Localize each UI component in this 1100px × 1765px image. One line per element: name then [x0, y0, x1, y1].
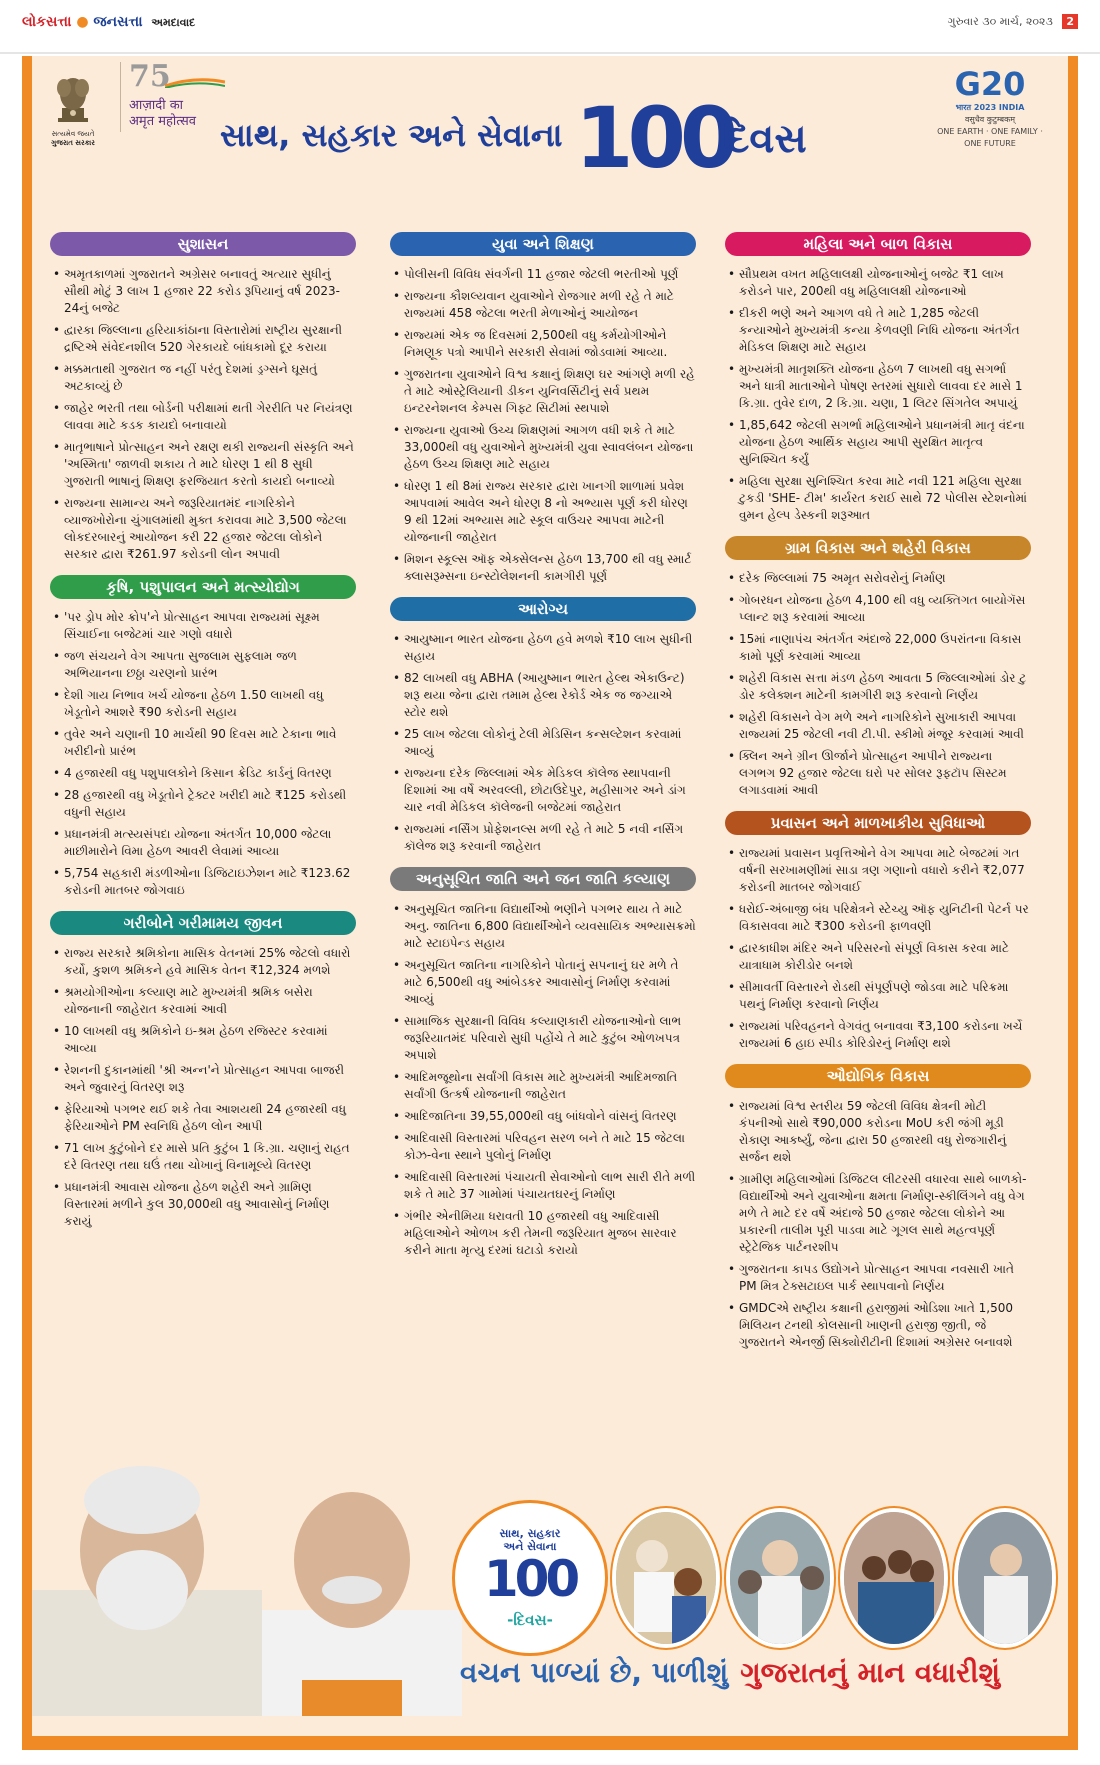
- badge-divas: -દિવસ-: [507, 1611, 553, 1629]
- section-audyogik: [725, 1064, 1031, 1351]
- list-item: • મક્કમતાથી ગુજરાત જ નહીં પરંતુ દેશમાં ડ્રગ્સને ઘૂસતું અટકાવ્યું છે: [50, 361, 356, 395]
- section-title-krushi: કૃષિ, પશુપાલન અને મત્સ્યોદ્યોગ: [50, 575, 356, 599]
- akam-line-2: अमृत महोत्सव: [129, 114, 197, 129]
- list-item: • દરેક જિલ્લામાં 75 અમૃત સરોવરોનું નિર્માણ: [725, 570, 1031, 587]
- akam-line-1: आज़ादी का: [129, 98, 184, 113]
- tagline: [460, 1656, 1020, 1690]
- section-sushasan: [50, 232, 356, 563]
- list-item: • દીકરી ભણે અને આગળ વધે તે માટે 1,285 જેટલી કન્યાઓને મુખ્યમંત્રી કન્યા કેળવણી નિધિ યોજના અંતર્ગત મેડિકલ શિક્ષણ માટે સહાય: [725, 305, 1031, 356]
- g20-line-3: ONE EARTH · ONE FAMILY · ONE FUTURE: [937, 127, 1043, 148]
- paper-name-a: લોકસત્તા: [22, 14, 72, 30]
- list-item: • શહેરી વિકાસ સત્તા મંડળ હેઠળ આવતા 5 જિલ્લાઓમાં ડોર ટુ ડોર કલેક્શન માટેની કામગીરી શરૂ કરવાનો નિર્ણય: [725, 670, 1031, 704]
- leaders-portrait: [32, 1440, 462, 1716]
- list-item: • મહિલા સુરક્ષા સુનિશ્ચિત કરવા માટે નવી 121 મહિલા સુરક્ષા ટુકડી 'SHE- ટીમ' કાર્યરત કરાઈ સાથે 72 પોલીસ સ્ટેશનોમાં વુમન હેલ્પ ડેસ્કની શરૂઆત: [725, 473, 1031, 524]
- list-item: • રાજ્યના સામાન્ય અને જરૂરિયાતમંદ નાગરિકોને વ્યાજખોરોના ચુંગાલમાંથી મુક્ત કરાવવા માટે 3,500 જેટલા લોકદરબારનું આયોજન કરી 22 હજાર જેટલા લોકોને સરકાર દ્વારા ₹261.97 કરોડની લોન અપાવી: [50, 495, 356, 563]
- section-title-gram: ગ્રામ વિકાસ અને શહેરી વિકાસ: [725, 536, 1031, 560]
- section-title-sushasan: સુશાસન: [50, 232, 356, 256]
- section-list-pravasan: [725, 845, 1031, 1052]
- list-item: • દેશી ગાય નિભાવ ખર્ચ યોજના હેઠળ 1.50 લાખથી વધુ ખેડૂતોને આશરે ₹90 કરોડની સહાય: [50, 687, 356, 721]
- badge-line-2: અને સેવાના: [503, 1540, 557, 1553]
- list-item: • આદિમજૂથોના સર્વાંગી વિકાસ માટે મુખ્યમંત્રી આદિમજાતિ સર્વાંગી ઉત્કર્ષ યોજનાની જાહેરાત: [390, 1069, 696, 1103]
- badge-line-1: સાથ, સહકાર: [499, 1527, 561, 1540]
- event-photo-1-icon: [616, 1512, 716, 1644]
- list-item: • રાજ્યના દરેક જિલ્લામાં એક મેડિકલ કૉલેજ સ્થાપવાની દિશામાં આ વર્ષે અરવલ્લી, છોટાઉદેપુર, મહીસાગર અને ડાંગ ચાર નવી મેડિકલ કૉલેજની બજેટમાં જાહેરાત: [390, 765, 696, 816]
- list-item: • જાહેર ભરતી તથા બોર્ડની પરીક્ષામાં થતી ગેરરીતિ પર નિયંત્રણ લાવવા માટે કડક કાયદો બનાવાયો: [50, 400, 356, 434]
- section-list-mahila: [725, 266, 1031, 524]
- list-item: • ધરોઈ-અંબાજી બંધ પરિક્ષેત્રને સ્ટેચ્યુ ઑફ યુનિટીની પેટર્ન પર વિકાસવવા માટે ₹300 કરોડની ફાળવણી: [725, 901, 1031, 935]
- list-item: • 25 લાખ જેટલા લોકોનું ટેલી મેડિસિન કન્સલ્ટેશન કરવામાં આવ્યું: [390, 726, 696, 760]
- emblem-motto: સત્યમેવ જયતે: [51, 130, 95, 138]
- section-title-garib: ગરીબોને ગરીમામય જીવન: [50, 911, 356, 935]
- list-item: • આયુષ્માન ભારત યોજના હેઠળ હવે મળશે ₹10 લાખ સુધીની સહાય: [390, 631, 696, 665]
- list-item: • તુવેર અને ચણાની 10 માર્ચથી 90 દિવસ માટે ટેકાના ભાવે ખરીદીનો પ્રારંભ: [50, 726, 356, 760]
- list-item: • ગ્રામીણ મહિલાઓમાં ડિજિટલ લીટરસી વધારવા સાથે બાળકો-વિદ્યાર્થીઓ અને યુવાઓના ક્ષમતા નિર્માણ-સ્કીલિંગને વધુ વેગ મળે તે માટે દર વર્ષે અંદાજે 50 હજાર જેટલા લોકોને આ પ્રકારની તાલીમ પૂરી પાડવા માટે ગૂગલ સાથે મહત્વપૂર્ણ સ્ટ્રેટેજિક પાર્ટનરશીપ: [725, 1171, 1031, 1256]
- section-list-krushi: [50, 609, 356, 899]
- list-item: • રાજ્ય સરકારે શ્રમિકોના માસિક વેતનમાં 25% જેટલો વધારો કર્યો, કુશળ શ્રમિકને હવે માસિક વેતન ₹12,324 મળશે: [50, 945, 356, 979]
- list-item: • 'પર ડ્રોપ મોર ક્રોપ'ને પ્રોત્સાહન આપવા રાજ્યમાં સૂક્ષ્મ સિંચાઈના બજેટમાં ચાર ગણો વધારો: [50, 609, 356, 643]
- list-item: • GMDCએ રાષ્ટ્રીય કક્ષાની હરાજીમાં ઓડિશા ખાતે 1,500 મિલિયન ટનથી કોલસાની ખાણની હરાજી જીતી, જે ગુજરાતને એનર્જી સિક્યોરીટીની દિશામાં અગ્રેસર બનાવશે: [725, 1300, 1031, 1351]
- g20-logo: [930, 66, 1050, 186]
- list-item: • 71 લાખ કુટુંબોને દર માસે પ્રતિ કુટુંબ 1 કિ.ગ્રા. ચણાનું રાહત દરે વિતરણ તથા ઘઉં તથા ચોખાનું વિનામૂલ્યે વિતરણ: [50, 1140, 356, 1174]
- list-item: • સામાજિક સુરક્ષાની વિવિધ કલ્યાણકારી યોજનાઓનો લાભ જરૂરિયાતમંદ પરિવારો સુધી પહોંચે તે માટે કુટુંબ ઓળખપત્ર અપાશે: [390, 1013, 696, 1064]
- section-title-audyogik: ઔદ્યોગિક વિકાસ: [725, 1064, 1031, 1088]
- list-item: • આદિવાસી વિસ્તારમાં પરિવહન સરળ બને તે માટે 15 જેટલા કોઝ-વેના સ્થાને પુલોનું નિર્માણ: [390, 1130, 696, 1164]
- list-item: • 10 લાખથી વધુ શ્રમિકોને ઇ-શ્રમ હેઠળ રજિસ્ટર કરવામાં આવ્યા: [50, 1023, 356, 1057]
- masthead-right: [947, 14, 1078, 29]
- g20-tag: [930, 102, 1050, 150]
- list-item: • પોલીસની વિવિધ સંવર્ગની 11 હજાર જેટલી ભરતીઓ પૂર્ણ: [390, 266, 696, 283]
- paper-name: [22, 14, 195, 30]
- headline-divas: દિવસ: [718, 116, 807, 162]
- list-item: • ગુજરાતના કાપડ ઉદ્યોગને પ્રોત્સાહન આપવા નવસારી ખાતે PM મિત્ર ટેક્સટાઇલ પાર્ક સ્થાપવાનો નિર્ણય: [725, 1261, 1031, 1295]
- column-left: [50, 232, 356, 1242]
- advertisement-bottom-bar: [22, 1736, 1078, 1750]
- page-number: 2: [1062, 14, 1078, 29]
- list-item: • રાજ્યમાં એક જ દિવસમાં 2,500થી વધુ કર્મયોગીઓને નિમણૂક પત્રો આપીને સરકારી સેવામાં જોડવામાં આવ્યા.: [390, 327, 696, 361]
- event-photo-1: [612, 1508, 720, 1648]
- section-krushi: [50, 575, 356, 899]
- list-item: • આદિજાતિના 39,55,000થી વધુ બાંધવોને વાંસનું વિતરણ: [390, 1108, 696, 1125]
- headline-text: સાથ, સહકાર અને સેવાના: [220, 116, 563, 154]
- hundred-days-badge: [452, 1500, 608, 1656]
- list-item: • સીમાવર્તી વિસ્તારને રોડથી સંપૂર્ણપણે જોડવા માટે પરિક્રમા પથનું નિર્માણ કરવાનો નિર્ણય: [725, 979, 1031, 1013]
- list-item: • રાજ્યના યુવાઓ ઉચ્ચ શિક્ષણમાં આગળ વધી શકે તે માટે 33,000થી વધુ યુવાઓને મુખ્યમંત્રી યુવા સ્વાવલંબન યોજના હેઠળ ઉચ્ચ શિક્ષણ માટે સહાય: [390, 422, 696, 473]
- event-photo-3: [840, 1508, 948, 1648]
- list-item: • સૌપ્રથમ વખત મહિલાલક્ષી યોજનાઓનું બજેટ ₹1 લાખ કરોડને પાર, 200થી વધુ મહિલાલક્ષી યોજનાઓ: [725, 266, 1031, 300]
- list-item: • રેશનની દુકાનમાંથી 'શ્રી અન્ન'ને પ્રોત્સાહન આપવા બાજરી અને જુવારનું વિતરણ શરૂ: [50, 1062, 356, 1096]
- list-item: • અનુસૂચિત જાતિના નાગરિકોને પોતાનું સપનાનું ઘર મળે તે માટે 6,500થી વધુ આંબેડકર આવાસોનું નિર્માણ કરવામાં આવ્યું: [390, 957, 696, 1008]
- emblem-government: ગુજરાત સરકાર: [51, 139, 95, 147]
- event-photo-4-icon: [958, 1512, 1052, 1644]
- section-garib: [50, 911, 356, 1230]
- emblem-caption: [42, 130, 104, 148]
- list-item: • 28 હજારથી વધુ ખેડૂતોને ટ્રેક્ટર ખરીદી માટે ₹125 કરોડથી વધુની સહાય: [50, 787, 356, 821]
- tagline-part-2: ગુજરાતનું માન વધારીશું: [740, 1656, 1001, 1689]
- column-right: [725, 232, 1031, 1363]
- g20-line-2: वसुधैव कुटुम्बकम्: [964, 115, 1016, 124]
- list-item: • 5,754 સહકારી મંડળીઓના ડિજિટાઇઝેશન માટે ₹123.62 કરોડની માતબર જોગવાઇ: [50, 865, 356, 899]
- event-photo-2-icon: [730, 1512, 830, 1644]
- list-item: • આદિવાસી વિસ્તારમાં પંચાયતી સેવાઓનો લાભ સારી રીતે મળી શકે તે માટે 37 ગામોમાં પંચાયતઘરનું નિર્માણ: [390, 1169, 696, 1203]
- state-emblem: [42, 64, 104, 164]
- list-item: • દ્વારકા જિલ્લાના હરિયાકાંઠાના વિસ્તારોમાં રાષ્ટ્રીય સુરક્ષાની દ્રષ્ટિએ સંવેદનશીલ 520 ગેરકાયદે બાંધકામો દૂર કરાયા: [50, 322, 356, 356]
- list-item: • ગંભીર એનીમિયા ધરાવતી 10 હજારથી વધુ આદિવાસી મહિલાઓને ઓળખ કરી તેમની જરૂરિયાત મુજબ સારવાર કરીને માતા મૃત્યુ દરમાં ઘટાડો કરાયો: [390, 1208, 696, 1259]
- tagline-part-1: વચન પાળ્યાં છે, પાળીશું: [460, 1656, 729, 1689]
- event-photo-3-icon: [844, 1512, 944, 1644]
- list-item: • રાજ્યમાં વિશ્વ સ્તરીય 59 જેટલી વિવિધ ક્ષેત્રની મોટી કંપનીઓ સાથે ₹90,000 કરોડના MoU કરી જંગી મૂડી રોકાણ આકર્ષ્યું, જેના દ્વારા 50 હજારથી વધુ રોજગારીનું સર્જન થશે: [725, 1098, 1031, 1166]
- paper-city: અમદાવાદ: [151, 16, 196, 29]
- section-mahila: [725, 232, 1031, 524]
- list-item: • માતૃભાષાને પ્રોત્સાહન અને રક્ષણ થકી રાજ્યની સંસ્કૃતિ અને 'અસ્મિતા' જાળવી શકાય તે માટે ધોરણ 1 થી 8 સુધી ગુજરાતી ભાષાનું શિક્ષણ ફરજિયાત કરતો કાયદો બનાવ્યો: [50, 439, 356, 490]
- list-item: • રાજ્યમાં પ્રવાસન પ્રવૃત્તિઓને વેગ આપવા માટે બેજટમાં ગત વર્ષની સરખામણીમાં સાડા ત્રણ ગણાનો વધારો કરીને ₹2,077 કરોડની માતબર જોગવાઈ: [725, 845, 1031, 896]
- event-photo-2: [726, 1508, 834, 1648]
- section-arogya: [390, 597, 696, 855]
- section-list-sushasan: [50, 266, 356, 563]
- list-item: • શહેરી વિકાસને વેગ મળે અને નાગરિકોને સુખાકારી આપવા રાજ્યમાં 25 જેટલી નવી ટી.પી. સ્કીમો મંજૂર કરવામાં આવી: [725, 709, 1031, 743]
- section-gram: [725, 536, 1031, 799]
- list-item: • અનુસૂચિત જાતિના વિદ્યાર્થીઓ ભણીને પગભર થાય તે માટે અનુ. જાતિના 6,800 વિદ્યાર્થીઓને વ્યવસાયિક અભ્યાસક્રમો માટે સ્ટાઇપેન્ડ સહાય: [390, 901, 696, 952]
- section-list-audyogik: [725, 1098, 1031, 1351]
- section-title-mahila: મહિલા અને બાળ વિકાસ: [725, 232, 1031, 256]
- akam-number: 75: [129, 59, 171, 94]
- list-item: • ક્લિન અને ગ્રીન ઊર્જાને પ્રોત્સાહન આપીને રાજ્યના લગભગ 92 હજાર જેટલા ઘરો પર સોલર રૂફટૉપ સિસ્ટમ લગાડવામાં આવી: [725, 748, 1031, 799]
- list-item: • ગુજરાતના યુવાઓને વિશ્વ કક્ષાનું શિક્ષણ ઘર આંગણે મળી રહે તે માટે ઓસ્ટ્રેલિયાની ડીકન યુનિવર્સિટીનું સર્વ પ્રથમ ઇન્ટરનેશનલ કેમ્પસ ગિફ્ટ સિટીમાં સ્થપાશે: [390, 366, 696, 417]
- section-anusuchit: [390, 867, 696, 1259]
- section-list-yuva: [390, 266, 696, 585]
- headline-100: [575, 89, 733, 187]
- section-yuva: [390, 232, 696, 585]
- list-item: • અમૃતકાળમાં ગુજરાતને અગ્રેસર બનાવતું અત્યાર સુધીનું સૌથી મોટું 3 લાખ 1 હજાર 22 કરોડ રૂપિયાનું વર્ષ 2023-24નું બજેટ: [50, 266, 356, 317]
- badge-number: 100: [483, 1550, 577, 1608]
- section-title-anusuchit: અનુસૂચિત જાતિ અને જન જાતિ કલ્યાણ: [390, 867, 696, 891]
- section-pravasan: [725, 811, 1031, 1052]
- headline: [210, 56, 890, 187]
- section-title-arogya: આરોગ્ય: [390, 597, 696, 621]
- event-photo-4: [954, 1508, 1056, 1648]
- list-item: • 82 લાખથી વધુ ABHA (આયુષ્માન ભારત હેલ્થ એકાઉન્ટ) શરૂ થયા જેના દ્વારા તમામ હેલ્થ રેકોર્ડ એક જ જગ્યાએ સ્ટોર થશે: [390, 670, 696, 721]
- section-list-garib: [50, 945, 356, 1230]
- list-item: • ફેરિયાઓ પગભર થઈ શકે તેવા આશયથી 24 હજારથી વધુ ફેરિયાઓને PM સ્વનિધિ હેઠળ લોન આપી: [50, 1101, 356, 1135]
- leaders-portrait-icon: [32, 1440, 462, 1716]
- paper-name-b: જનસત્તા: [93, 14, 143, 30]
- list-item: • પ્રધાનમંત્રી આવાસ યોજના હેઠળ શહેરી અને ગ્રામિણ વિસ્તારમાં મળીને કુલ 30,000થી વધુ આવાસોનું નિર્માણ કરાયું: [50, 1179, 356, 1230]
- section-list-arogya: [390, 631, 696, 855]
- column-middle: [390, 232, 696, 1271]
- list-item: • દ્વારકાધીશ મંદિર અને પરિસરનો સંપૂર્ણ વિકાસ કરવા માટે યાત્રાધામ કોરીડોર બનશે: [725, 940, 1031, 974]
- masthead: [0, 0, 1100, 54]
- list-item: • 4 હજારથી વધુ પશુપાલકોને કિસાન ક્રેડિટ કાર્ડનું વિતરણ: [50, 765, 356, 782]
- list-item: • 15માં નાણાપંચ અંતર્ગત અંદાજે 22,000 ઉપરાંતના વિકાસ કામો પૂર્ણ કરવામાં આવ્યા: [725, 631, 1031, 665]
- list-item: • રાજ્યમાં પરિવહનને વેગવંતુ બનાવવા ₹3,100 કરોડના ખર્ચે રાજ્યમાં 6 હાઇ સ્પીડ કોરિડોરનું નિર્માણ થશે: [725, 1018, 1031, 1052]
- section-list-gram: [725, 570, 1031, 799]
- list-item: • ગોબરધન યોજના હેઠળ 4,100 થી વધુ વ્યક્તિગત બાયોગૅસ પ્લાન્ટ શરૂ કરવામાં આવ્યા: [725, 592, 1031, 626]
- section-list-anusuchit: [390, 901, 696, 1259]
- list-item: • મિશન સ્કૂલ્સ ઑફ એક્સેલન્સ હેઠળ 13,700 થી વધુ સ્માર્ટ ક્લાસરૂમ્સના ઇન્સ્ટોલેશનની કામગીરી પૂર્ણ: [390, 551, 696, 585]
- paper-separator-icon: ●: [76, 14, 89, 30]
- list-item: • મુખ્યમંત્રી માતૃશક્તિ યોજના હેઠળ 7 લાખથી વધુ સગર્ભા અને ધાત્રી માતાઓને પોષણ સ્તરમાં સુધારો લાવવા દર માસે 1 કિ.ગ્રા. તુવેર દાળ, 2 કિ.ગ્રા. ચણા, 1 લિટર સિંગતેલ અપાયું: [725, 361, 1031, 412]
- g20-mark: G20: [954, 65, 1026, 103]
- section-title-yuva: યુવા અને શિક્ષણ: [390, 232, 696, 256]
- lion-emblem-icon: [42, 64, 104, 128]
- list-item: • જળ સંચયને વેગ આપતા સુજલામ સુફલામ જળ અભિયાનના છઠ્ઠા ચરણનો પ્રારંભ: [50, 648, 356, 682]
- list-item: • 1,85,642 જેટલી સગર્ભા મહિલાઓને પ્રધાનમંત્રી માતૃ વંદના યોજના હેઠળ આર્થિક સહાય આપી સુરક્ષિત માતૃત્વ સુનિશ્ચિત કર્યું: [725, 417, 1031, 468]
- list-item: • રાજ્યમાં નર્સિંગ પ્રોફેશનલ્સ મળી રહે તે માટે 5 નવી નર્સિંગ કૉલેજ શરૂ કરવાની જાહેરાત: [390, 821, 696, 855]
- list-item: • રાજ્યના કૌશલ્યવાન યુવાઓને રોજગાર મળી રહે તે માટે રાજ્યમાં 458 જેટલા ભરતી મેળાઓનું આયોજન: [390, 288, 696, 322]
- headline-number: 100: [575, 89, 733, 187]
- list-item: • પ્રધાનમંત્રી મત્સ્યસંપદા યોજના અંતર્ગત 10,000 જેટલા માછીમારોને વિમા હેઠળ આવરી લેવામાં આવ્યા: [50, 826, 356, 860]
- section-title-pravasan: પ્રવાસન અને માળખાકીય સુવિધાઓ: [725, 811, 1031, 835]
- list-item: • શ્રમયોગીઓના કલ્યાણ માટે મુખ્યમંત્રી શ્રમિક બસેરા યોજનાની જાહેરાત કરવામાં આવી: [50, 984, 356, 1018]
- list-item: • ધોરણ 1 થી 8માં રાજ્ય સરકાર દ્વારા ખાનગી શાળામાં પ્રવેશ આપવામાં આવેલ અને ધોરણ 8 નો અભ્યાસ પૂર્ણ કરી ધોરણ 9 થી 12માં અભ્યાસ માટે સ્કૂલ વાઉચર આપવા માટેની યોજનાની જાહેરાત: [390, 478, 696, 546]
- g20-line-1: भारत 2023 INDIA: [955, 103, 1025, 112]
- issue-date: ગુરુવાર ૩૦ માર્ચ, ૨૦૨૩: [947, 15, 1053, 28]
